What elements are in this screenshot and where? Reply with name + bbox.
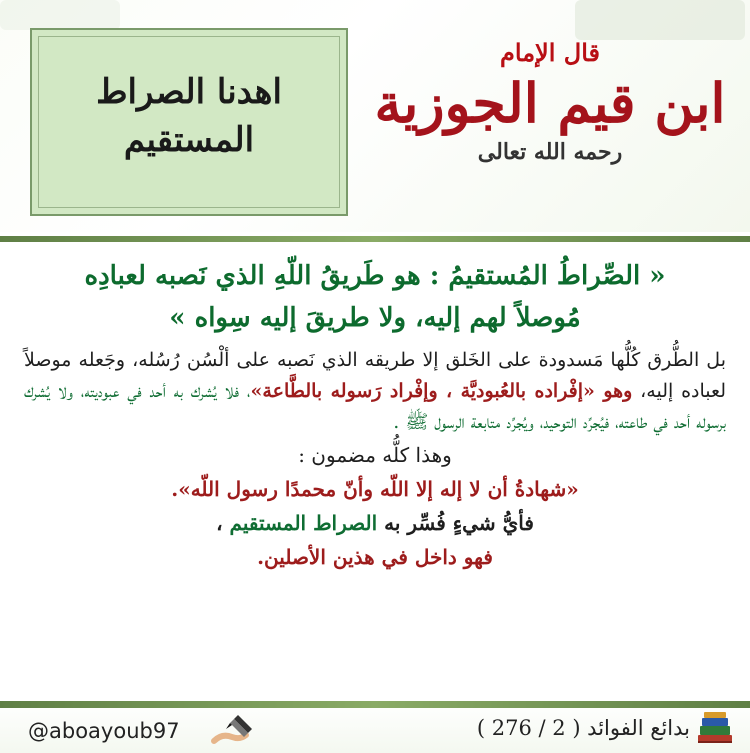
background-decoration <box>0 0 120 30</box>
books-icon <box>694 709 736 747</box>
quote-text <box>0 243 750 339</box>
calligraphy-text: اهدنا الصراط المستقيم <box>96 72 282 160</box>
question-highlight: الصراط المستقيم <box>229 511 378 535</box>
title-prefix: قال الإمام <box>500 38 600 67</box>
question-suffix: ، <box>216 511 230 535</box>
bottom-divider <box>0 701 750 708</box>
quote-line-1: « الصِّراطُ المُستقيمُ : هو طَريقُ اللّهِ الذي نَصبه لعبادِه <box>84 261 666 291</box>
conclusion-line: فهو داخل في هذين الأصلين. <box>257 545 493 569</box>
top-divider <box>0 236 750 242</box>
shahada-line: «شهادةُ أن لا إله إلا اللّه وأنّ محمدًا رسول اللّه». <box>171 477 579 501</box>
source-citation: بدائع الفوائد ( 2 / 276 ) <box>476 716 690 740</box>
main-content <box>0 243 750 701</box>
summary-line: وهذا كلُّه مضمون : <box>298 443 452 467</box>
pen-writing-icon <box>208 711 258 747</box>
body-part-3: ، فلا يُشرك به أحد في عبوديته، ولا يُشرك برسوله أحد في طاعته، فيُجرِّد التوحيد، ويُجرِّد متابعة الرسول ﷺ . <box>24 380 726 433</box>
title-name: ابن قيم الجوزية <box>374 71 726 135</box>
body-part-1: بل الطُّرق كُلُّها مَسدودة على الخَلق إلا طريقه الذي نَصبه على ألْسُن رُسُله، وجَعله موصلاً لعباده إليه، <box>24 349 726 402</box>
author-handle[interactable]: @aboayoub97 <box>28 719 180 743</box>
quote-line-2: مُوصلاً لهم إليه، ولا طريقَ إليه سِواه » <box>169 303 581 333</box>
body-highlight: وهو «إفْراده بالعُبوديَّة ، وإفْراد رَسوله بالطَّاعة» <box>250 380 633 402</box>
question-prefix: فأيُّ شيءٍ فُسِّر به <box>377 511 534 535</box>
calligraphy-panel <box>30 28 348 216</box>
question-line <box>0 506 750 540</box>
title-suffix: رحمه الله تعالى <box>477 139 623 165</box>
header-banner <box>0 0 750 232</box>
background-decoration <box>575 0 745 40</box>
body-paragraph <box>0 339 750 438</box>
title-block <box>370 38 730 165</box>
